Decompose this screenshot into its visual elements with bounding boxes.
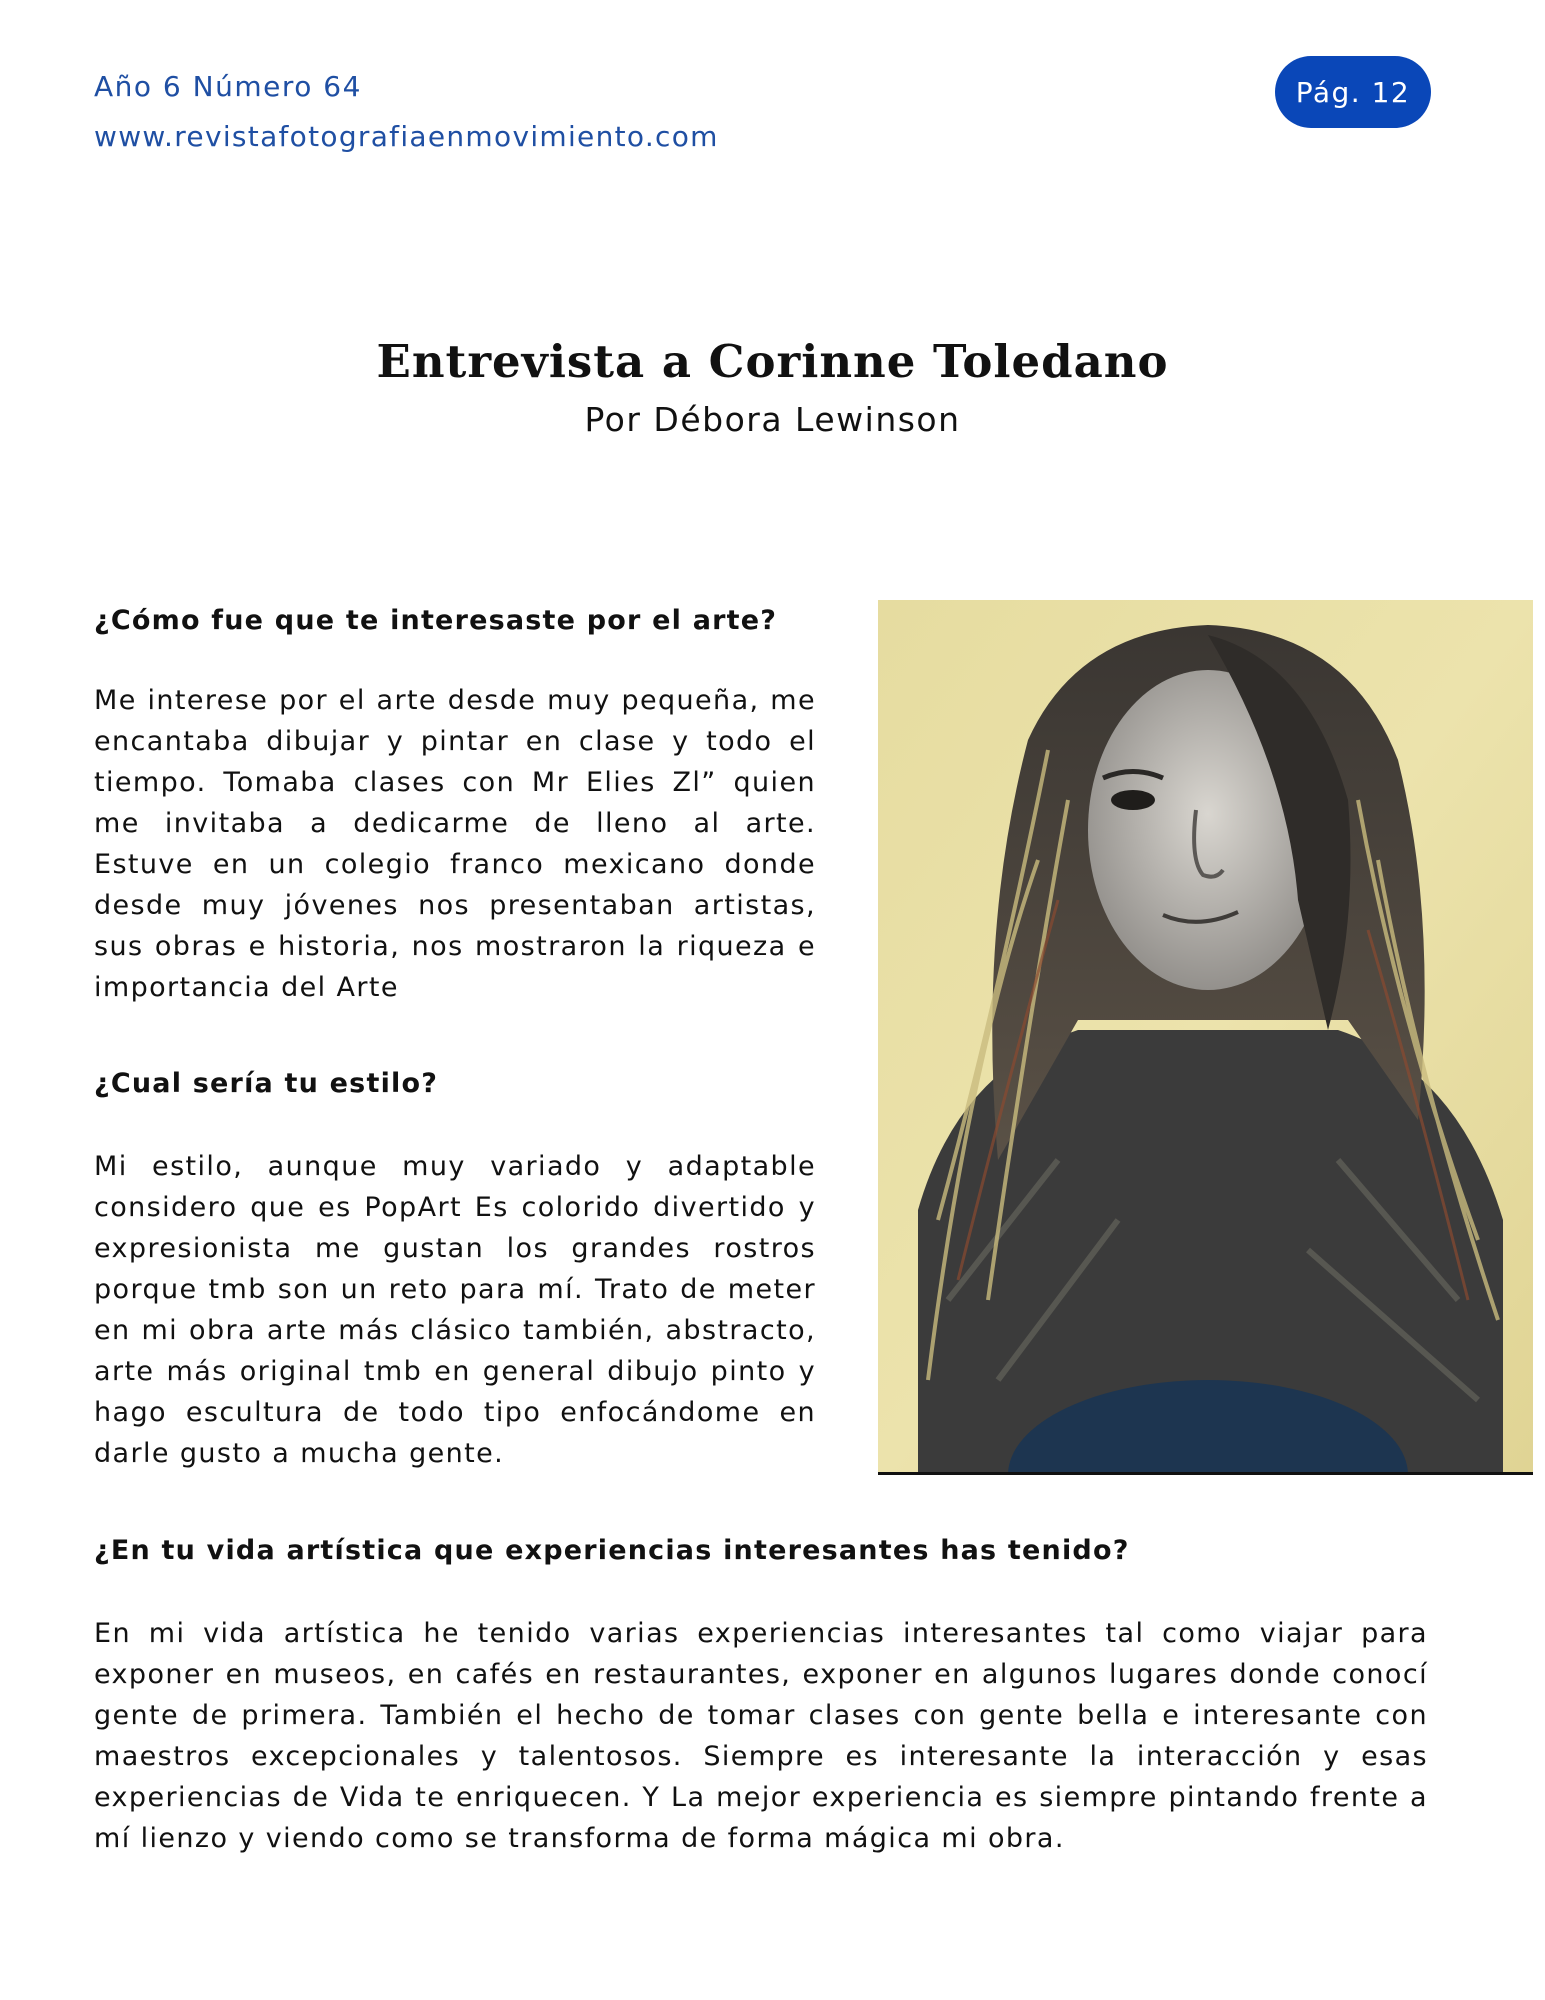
question-3: ¿En tu vida artística que experiencias interesantes has tenido? <box>94 1535 1130 1566</box>
article-byline: Por Débora Lewinson <box>584 400 961 439</box>
eye <box>1111 790 1155 810</box>
article-title: Entrevista a Corinne Toledano <box>376 335 1169 389</box>
answer-1: Me interese por el arte desde muy pequeña, me encantaba dibujar y pintar en clase y todo el tiempo. Tomaba clases con Mr Elies Zl” quien me invitaba a dedicarme de lleno al arte. Estuve en un colegio franco mexicano donde desde muy jóvenes nos presentaban artistas, sus obras e historia, nos mostraron la riqueza e importancia del Arte <box>94 685 816 1003</box>
question-1: ¿Cómo fue que te interesaste por el arte? <box>94 605 778 636</box>
answer-3: En mi vida artística he tenido varias experiencias interesantes tal como viajar para exponer en museos, en cafés en restaurantes, exponer en algunos lugares donde conocí gente de primera. También el hecho de tomar clases con gente bella e interesante con maestros excepcionales y talentosos. Siempre es interesante la interacción y esas experiencias de Vida te enriquecen. Y La mejor experiencia es siempre pintando frente a mí lienzo y viendo como se transforma de forma mágica mi obra. <box>94 1618 1428 1854</box>
website-link[interactable]: www.revistafotografiaenmovimiento.com <box>94 120 719 153</box>
question-2: ¿Cual sería tu estilo? <box>94 1068 439 1099</box>
answer-2: Mi estilo, aunque muy variado y adaptable considero que es PopArt Es colorido divertido y expresionista me gustan los grandes rostros porque tmb son un reto para mí. Trato de meter en mi obra arte más clásico también, abstracto, arte más original tmb en general dibujo pinto y hago escultura de todo tipo enfocándome en darle gusto a mucha gente. <box>94 1151 816 1469</box>
page-number-badge: Pág. 12 <box>1275 56 1431 128</box>
portrait-artwork <box>878 600 1533 1475</box>
issue-label: Año 6 Número 64 <box>94 70 362 103</box>
